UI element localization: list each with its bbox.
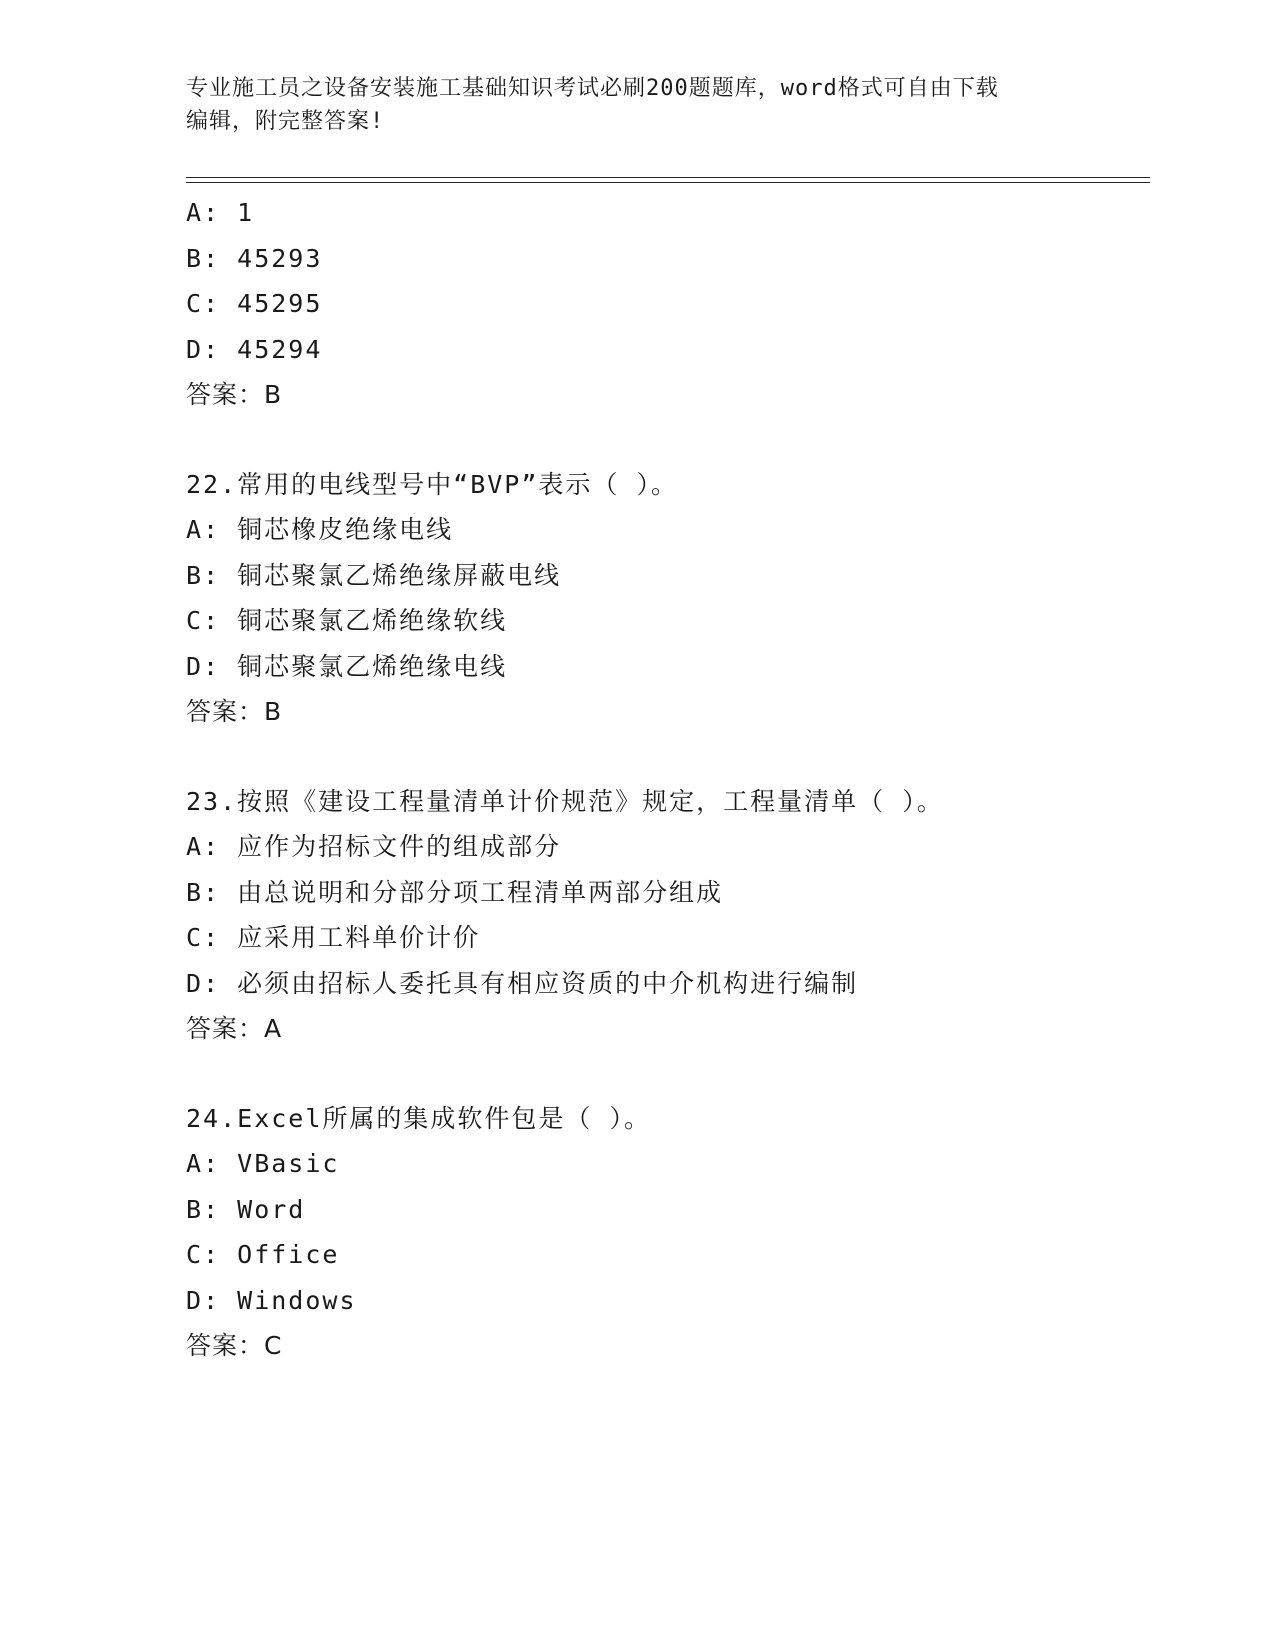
option-c: C: 应采用工料单价计价 — [186, 923, 481, 952]
option-b: B: 由总说明和分部分项工程清单两部分组成 — [186, 877, 724, 907]
header-title-line-1: 专业施工员之设备安装施工基础知识考试必刷200题题库，word格式可自由下载 — [186, 76, 999, 101]
option-c: C: 45295 — [186, 289, 323, 318]
header-divider-bottom — [186, 182, 1150, 183]
option-d: D: Windows — [186, 1285, 357, 1315]
option-c: C: Office — [186, 1240, 340, 1269]
answer: 答案：B — [186, 380, 283, 409]
header-title-line-2: 编辑，附完整答案! — [186, 109, 385, 134]
option-d: D: 铜芯聚氯乙烯绝缘电线 — [186, 651, 508, 681]
option-b: B: Word — [186, 1194, 306, 1224]
option-d: D: 必须由招标人委托具有相应资质的中介机构进行编制 — [186, 968, 859, 998]
question-text: 24.Excel所属的集成软件包是（ ）。 — [186, 1103, 651, 1133]
option-a: A: 应作为招标文件的组成部分 — [186, 832, 562, 861]
question-text: 22.常用的电线型号中“BVP”表示（ ）。 — [186, 469, 678, 499]
question-text: 23.按照《建设工程量清单计价规范》规定，工程量清单（ ）。 — [186, 786, 944, 816]
question-21 — [186, 190, 1146, 418]
answer: 答案：A — [186, 1014, 283, 1043]
option-b: B: 45293 — [186, 243, 323, 273]
question-22 — [186, 462, 1146, 735]
question-list — [186, 190, 1146, 1369]
option-a: A: 铜芯橡皮绝缘电线 — [186, 515, 454, 544]
question-24 — [186, 1096, 1146, 1369]
answer: 答案：B — [186, 697, 283, 726]
option-a: A: 1 — [186, 198, 255, 227]
answer: 答案：C — [186, 1331, 283, 1360]
document-header — [186, 72, 1066, 138]
option-a: A: VBasic — [186, 1149, 340, 1178]
header-divider-top — [186, 177, 1150, 178]
option-b: B: 铜芯聚氯乙烯绝缘屏蔽电线 — [186, 560, 562, 590]
option-d: D: 45294 — [186, 334, 323, 364]
question-23 — [186, 779, 1146, 1052]
option-c: C: 铜芯聚氯乙烯绝缘软线 — [186, 606, 508, 635]
